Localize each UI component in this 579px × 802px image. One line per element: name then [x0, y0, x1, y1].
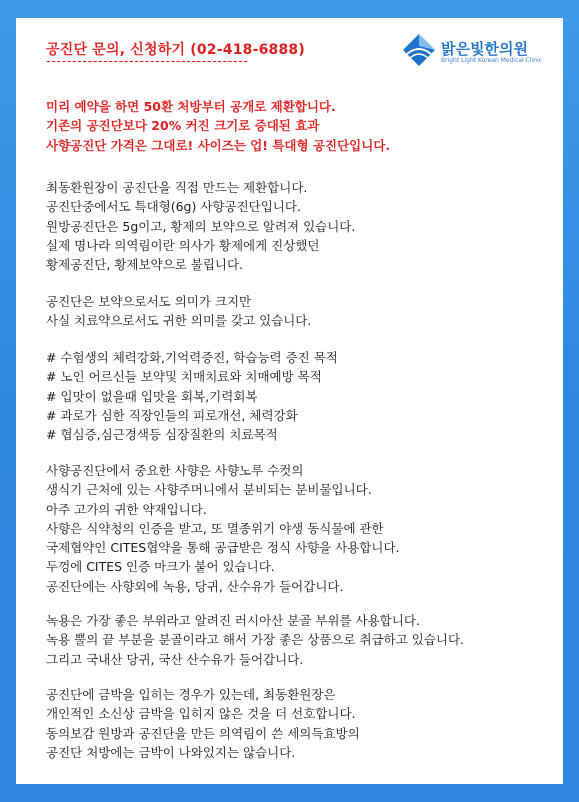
text-line: 아주 고가의 귀한 약재입니다. — [46, 501, 207, 517]
text-line: 최동환원장이 공진단을 직접 만드는 제환합니다. — [46, 180, 308, 195]
paragraph-purposes — [46, 348, 561, 444]
paragraph-musk — [46, 461, 561, 596]
text-line: 공진단에 금박을 입히는 경우가 있는데, 최동환원장은 — [46, 687, 336, 702]
clinic-name: 밝은빛한의원 — [441, 40, 528, 58]
text-line: # 과로가 심한 직장인들의 피로개선, 체력강화 — [46, 407, 298, 423]
text-line: # 입맛이 없을때 입맛을 회복,기력회복 — [46, 388, 258, 404]
text-line: 공진단에는 사향외에 녹용, 당귀, 산수유가 들어갑니다. — [46, 578, 344, 594]
notice-line: 기존의 공진단보다 20% 커진 크기로 증대된 효과 — [46, 118, 320, 134]
document-page — [16, 18, 563, 784]
notice-block — [46, 97, 561, 155]
dashed-divider: --------------------------------------- — [46, 54, 249, 69]
text-line: 공진단중에서도 특대형(6g) 사향공진단입니다. — [46, 199, 301, 215]
text-line: 녹용 뿔의 끝 부분을 분골이라고 해서 가장 좋은 상품으로 취급하고 있습니다. — [46, 632, 465, 648]
contact-heading: 공진단 문의, 신청하기 (02-418-6888) — [46, 42, 305, 58]
text-line: 사향은 식약청의 인증을 받고, 또 멸종위기 야생 동식물에 관한 — [46, 520, 384, 536]
clinic-emblem-icon — [401, 32, 437, 68]
text-line: 녹용은 가장 좋은 부위라고 알려진 러시아산 분골 부위를 사용합니다. — [46, 613, 420, 628]
clinic-subtitle: Bright Light Korean Medical Clinic — [441, 57, 542, 64]
text-line: # 수험생의 체력강화,기억력증진, 학습능력 증진 목적 — [46, 350, 338, 365]
text-line: 두껑에 CITES 인증 마크가 붙어 있습니다. — [46, 559, 275, 575]
paragraph-intro — [46, 178, 561, 274]
text-line: 개인적인 소신상 금박을 입히지 않은 것을 더 선호합니다. — [46, 706, 356, 722]
text-line: 공진단 처방에는 금박이 나와있지는 않습니다. — [46, 744, 296, 760]
text-line: 공진단은 보약으로서도 의미가 크지만 — [46, 294, 252, 309]
paragraph-meaning — [46, 292, 561, 331]
text-line: 생식기 근처에 있는 사향주머니에서 분비되는 분비물입니다. — [46, 482, 372, 498]
text-line: 황제공진단, 황제보약으로 불립니다. — [46, 257, 244, 273]
clinic-logo — [401, 32, 551, 72]
text-line: 실제 명나라 의역림이란 의사가 황제에게 진상했던 — [46, 237, 320, 253]
paragraph-antler — [46, 611, 561, 669]
text-line: 동의보감 원방과 공진단을 만든 의역림이 쓴 세의득효방의 — [46, 725, 360, 741]
paragraph-gold-leaf — [46, 685, 561, 762]
text-line: 사향공진단에서 중요한 사향은 사향노루 수컷의 — [46, 463, 304, 478]
notice-line: 사향공진단 가격은 그대로! 사이즈는 업! 특대형 공진단입니다. — [46, 137, 391, 153]
text-line: 그리고 국내산 당귀, 국산 산수유가 들어갑니다. — [46, 651, 304, 667]
text-line: # 노인 어르신들 보약및 치매치료와 치매예방 목적 — [46, 369, 322, 385]
notice-line: 미리 예약을 하면 50환 처방부터 공개로 제환합니다. — [46, 99, 336, 114]
text-line: 사실 치료약으로서도 귀한 의미를 갖고 있습니다. — [46, 313, 312, 329]
text-line: 국제협약인 CITES협약을 통해 공급받은 정식 사향을 사용합니다. — [46, 540, 400, 556]
text-line: # 협심증,심근경색등 심장질환의 치료목적 — [46, 427, 278, 443]
text-line: 원방공진단은 5g이고, 황제의 보약으로 알려져 있습니다. — [46, 218, 356, 234]
